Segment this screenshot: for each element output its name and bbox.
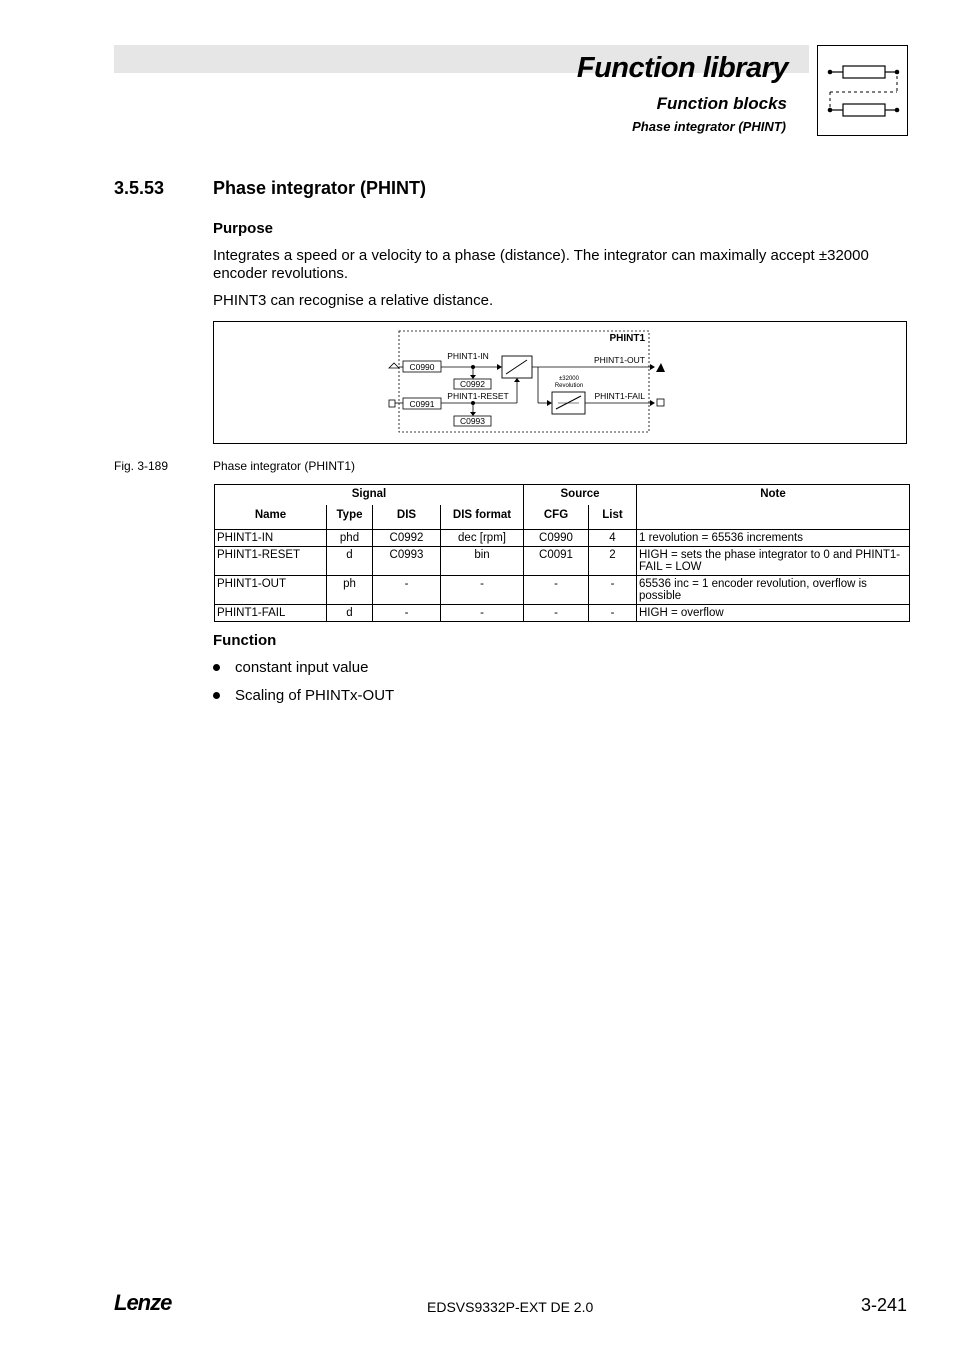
list-item: [213, 687, 394, 704]
function-block-icon: [817, 45, 908, 136]
cell-note: 65536 inc = 1 encoder revolution, overflow is possible: [637, 576, 910, 605]
fail-output-terminal: [657, 399, 664, 406]
cell-dis-format: -: [441, 576, 524, 605]
page-number: 3-241: [860, 1295, 907, 1315]
cell-cfg: -: [524, 605, 589, 622]
reset-input-terminal: [389, 400, 395, 407]
c-reset-dis-label: C0993: [459, 416, 486, 426]
signal-table: [214, 484, 910, 622]
col-cfg-header: CFG: [524, 505, 589, 530]
cell-dis: -: [373, 605, 441, 622]
function-block-diagram: [213, 321, 907, 444]
table-row: [215, 576, 910, 605]
purpose-heading: Purpose: [213, 220, 274, 237]
lenze-logo: Lenze: [114, 1290, 172, 1315]
list-item: [213, 659, 368, 676]
cell-list: -: [589, 605, 637, 622]
section-title: Phase integrator (PHINT): [213, 178, 427, 198]
page-subtitle: Function blocks: [656, 94, 787, 113]
function-heading: Function: [213, 632, 277, 649]
in-signal-label: PHINT1-IN: [447, 351, 489, 361]
c-reset-label: C0991: [409, 399, 435, 409]
cell-cfg: C0990: [524, 530, 589, 547]
cell-dis: C0992: [373, 530, 441, 547]
cell-type: d: [327, 547, 373, 576]
cell-dis-format: bin: [441, 547, 524, 576]
cell-dis: -: [373, 576, 441, 605]
cell-name: PHINT1-OUT: [215, 576, 327, 605]
cell-list: -: [589, 576, 637, 605]
cell-name: PHINT1-FAIL: [215, 605, 327, 622]
c-in-dis-label: C0992: [459, 379, 486, 389]
purpose-paragraph-1: Integrates a speed or a velocity to a phase (distance). The integrator can maximally accept ±32000 encoder revolutions.: [213, 247, 869, 282]
group-signal-header: Signal: [215, 485, 524, 506]
reset-signal-label: PHINT1-RESET: [447, 391, 509, 401]
out-output-terminal: [656, 363, 665, 372]
block-boundary: [399, 331, 649, 432]
cell-note: HIGH = sets the phase integrator to 0 and PHINT1-FAIL = LOW: [637, 547, 910, 576]
purpose-paragraph-2: PHINT3 can recognise a relative distance.: [213, 292, 494, 309]
cell-list: 2: [589, 547, 637, 576]
table-row: [215, 547, 910, 576]
block-name-label: PHINT1: [609, 333, 645, 344]
bullet-icon: [213, 664, 220, 671]
table-row: [215, 605, 910, 622]
bullet-text: Scaling of PHINTx-OUT: [235, 687, 395, 704]
cell-cfg: -: [524, 576, 589, 605]
fail-signal-label: PHINT1-FAIL: [594, 391, 645, 401]
in-input-terminal: [389, 363, 399, 368]
page-title: Function library: [576, 52, 788, 84]
col-name-header: Name: [215, 505, 327, 530]
cell-note: HIGH = overflow: [637, 605, 910, 622]
cell-type: d: [327, 605, 373, 622]
limit-label-1: ±32000: [559, 376, 579, 382]
out-signal-label: PHINT1-OUT: [594, 355, 645, 365]
cell-name: PHINT1-RESET: [215, 547, 327, 576]
cell-cfg: C0091: [524, 547, 589, 576]
cell-dis-format: dec [rpm]: [441, 530, 524, 547]
bullet-text: constant input value: [235, 659, 369, 676]
table-row: [215, 530, 910, 547]
col-dis-format-header: DIS format: [441, 505, 524, 530]
cell-dis-format: -: [441, 605, 524, 622]
group-note-header: Note: [637, 485, 910, 530]
c-in-label: C0990: [409, 362, 435, 372]
cell-dis: C0993: [373, 547, 441, 576]
cell-name: PHINT1-IN: [215, 530, 327, 547]
col-type-header: Type: [327, 505, 373, 530]
bullet-icon: [213, 692, 220, 699]
cell-list: 4: [589, 530, 637, 547]
col-dis-header: DIS: [373, 505, 441, 530]
section-number: 3.5.53: [114, 178, 165, 198]
limit-label-2: Revolution: [554, 383, 584, 389]
cell-type: phd: [327, 530, 373, 547]
cell-type: ph: [327, 576, 373, 605]
page-subsection: Phase integrator (PHINT): [632, 119, 786, 134]
group-source-header: Source: [524, 485, 637, 506]
figure-caption: Phase integrator (PHINT1): [213, 459, 356, 473]
figure-number: Fig. 3-189: [114, 459, 169, 473]
document-id: EDSVS9332P-EXT DE 2.0: [427, 1299, 594, 1315]
cell-note: 1 revolution = 65536 increments: [637, 530, 910, 547]
col-list-header: List: [589, 505, 637, 530]
